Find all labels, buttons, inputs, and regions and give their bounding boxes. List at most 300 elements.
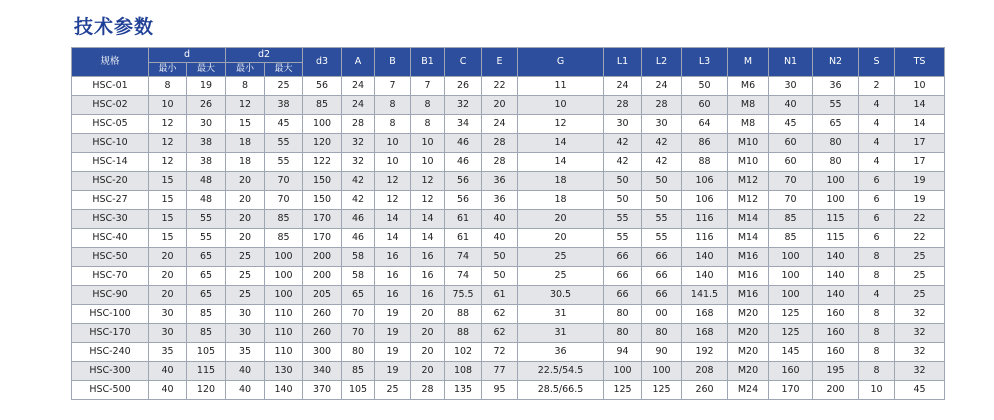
table-cell: 10 (518, 96, 604, 115)
table-cell: 17 (895, 153, 945, 172)
table-cell: 100 (303, 115, 342, 134)
table-cell: 32 (342, 153, 375, 172)
table-cell: 66 (604, 286, 642, 305)
table-cell: 2 (859, 77, 895, 96)
model-cell: HSC-14 (72, 153, 149, 172)
model-cell: HSC-240 (72, 343, 149, 362)
table-cell: 14 (895, 96, 945, 115)
table-cell: M14 (728, 229, 769, 248)
table-cell: 116 (682, 229, 728, 248)
table-cell: 38 (187, 153, 226, 172)
table-row (72, 210, 945, 229)
table-cell: 40 (482, 229, 518, 248)
header-d-min: 最小 (149, 63, 187, 77)
table-cell: 30 (149, 324, 187, 343)
table-cell: 95 (482, 381, 518, 400)
table-cell: 34 (445, 115, 482, 134)
table-cell: 32 (895, 305, 945, 324)
table-cell: 8 (859, 324, 895, 343)
table-cell: 50 (682, 77, 728, 96)
table-cell: 32 (895, 343, 945, 362)
table-cell: 120 (303, 134, 342, 153)
table-cell: 168 (682, 324, 728, 343)
table-cell: 10 (375, 153, 411, 172)
table-cell: 24 (342, 96, 375, 115)
spec-table-body (72, 77, 945, 400)
table-cell: 80 (813, 134, 859, 153)
header-d-max: 最大 (187, 63, 226, 77)
table-cell: 7 (411, 77, 445, 96)
spec-table (71, 47, 945, 400)
table-row (72, 362, 945, 381)
table-cell: 28 (604, 96, 642, 115)
table-cell: 36 (518, 343, 604, 362)
table-cell: 32 (895, 362, 945, 381)
table-cell: 70 (342, 305, 375, 324)
table-cell: 40 (149, 381, 187, 400)
header-model: 规格 (72, 48, 149, 77)
table-cell: 61 (445, 229, 482, 248)
header-l1: L1 (604, 48, 642, 77)
model-cell: HSC-500 (72, 381, 149, 400)
table-cell: 15 (149, 191, 187, 210)
table-cell: 14 (518, 134, 604, 153)
table-cell: 40 (482, 210, 518, 229)
table-cell: 19 (895, 172, 945, 191)
table-row (72, 248, 945, 267)
table-cell: 25 (226, 248, 265, 267)
table-cell: 100 (769, 286, 813, 305)
table-cell: 66 (642, 248, 682, 267)
table-cell: M20 (728, 305, 769, 324)
table-cell: 72 (482, 343, 518, 362)
table-cell: 100 (813, 172, 859, 191)
table-cell: 45 (769, 115, 813, 134)
table-cell: 30 (604, 115, 642, 134)
table-cell: 4 (859, 153, 895, 172)
table-cell: 42 (604, 153, 642, 172)
table-cell: 65 (187, 267, 226, 286)
table-cell: M8 (728, 115, 769, 134)
table-cell: 125 (769, 305, 813, 324)
table-cell: 25 (518, 267, 604, 286)
table-cell: 26 (187, 96, 226, 115)
table-cell: 20 (411, 343, 445, 362)
table-cell: 170 (303, 210, 342, 229)
table-cell: 45 (265, 115, 303, 134)
table-cell: 8 (859, 362, 895, 381)
table-cell: 105 (187, 343, 226, 362)
table-cell: 120 (187, 381, 226, 400)
table-cell: 8 (375, 96, 411, 115)
table-cell: 60 (769, 134, 813, 153)
table-cell: 46 (342, 229, 375, 248)
table-cell: 45 (895, 381, 945, 400)
table-cell: 100 (813, 191, 859, 210)
table-cell: 31 (518, 324, 604, 343)
table-cell: 160 (813, 343, 859, 362)
table-cell: 32 (445, 96, 482, 115)
table-cell: 55 (187, 229, 226, 248)
table-cell: 28.5/66.5 (518, 381, 604, 400)
table-cell: 205 (303, 286, 342, 305)
table-cell: M20 (728, 324, 769, 343)
table-cell: 22.5/54.5 (518, 362, 604, 381)
table-cell: 141.5 (682, 286, 728, 305)
table-cell: 36 (482, 191, 518, 210)
table-cell: 22 (895, 210, 945, 229)
table-cell: 24 (604, 77, 642, 96)
table-row (72, 267, 945, 286)
table-cell: 30.5 (518, 286, 604, 305)
table-cell: 195 (813, 362, 859, 381)
table-cell: 85 (342, 362, 375, 381)
table-cell: 25 (375, 381, 411, 400)
table-cell: 30 (642, 115, 682, 134)
table-cell: 20 (482, 96, 518, 115)
table-cell: 28 (342, 115, 375, 134)
table-cell: 62 (482, 305, 518, 324)
table-cell: 55 (265, 134, 303, 153)
table-cell: 80 (813, 153, 859, 172)
table-cell: 140 (682, 267, 728, 286)
table-cell: 88 (445, 324, 482, 343)
table-cell: 105 (342, 381, 375, 400)
table-cell: 260 (682, 381, 728, 400)
table-cell: 115 (813, 229, 859, 248)
table-cell: 25 (518, 248, 604, 267)
table-cell: 90 (642, 343, 682, 362)
table-cell: 115 (187, 362, 226, 381)
table-cell: 14 (895, 115, 945, 134)
table-cell: 88 (682, 153, 728, 172)
table-cell: 80 (604, 324, 642, 343)
table-cell: 74 (445, 267, 482, 286)
table-row (72, 343, 945, 362)
page-title: 技术参数 (74, 16, 155, 38)
table-cell: 19 (375, 305, 411, 324)
model-cell: HSC-50 (72, 248, 149, 267)
table-cell: 85 (303, 96, 342, 115)
table-row (72, 115, 945, 134)
model-cell: HSC-20 (72, 172, 149, 191)
table-cell: 20 (226, 229, 265, 248)
table-cell: 80 (604, 305, 642, 324)
header-e: E (482, 48, 518, 77)
header-d2-min: 最小 (226, 63, 265, 77)
header-g: G (518, 48, 604, 77)
table-cell: 260 (303, 324, 342, 343)
table-cell: 15 (226, 115, 265, 134)
header-d: d (149, 48, 226, 63)
table-cell: 20 (226, 172, 265, 191)
table-cell: 28 (411, 381, 445, 400)
table-cell: 38 (187, 134, 226, 153)
table-cell: 140 (682, 248, 728, 267)
table-cell: 70 (342, 324, 375, 343)
model-cell: HSC-01 (72, 77, 149, 96)
model-cell: HSC-300 (72, 362, 149, 381)
table-cell: 8 (411, 115, 445, 134)
table-cell: 16 (411, 248, 445, 267)
table-row (72, 305, 945, 324)
table-cell: 56 (445, 172, 482, 191)
table-cell: 18 (226, 153, 265, 172)
table-cell: 38 (265, 96, 303, 115)
model-cell: HSC-30 (72, 210, 149, 229)
table-cell: 108 (445, 362, 482, 381)
table-cell: 20 (411, 362, 445, 381)
table-cell: 168 (682, 305, 728, 324)
header-m: M (728, 48, 769, 77)
table-cell: 140 (813, 248, 859, 267)
table-cell: 46 (342, 210, 375, 229)
table-cell: 65 (187, 248, 226, 267)
table-cell: 42 (642, 134, 682, 153)
table-cell: 12 (518, 115, 604, 134)
table-cell: 50 (604, 172, 642, 191)
table-cell: 200 (303, 267, 342, 286)
table-cell: 100 (265, 248, 303, 267)
table-cell: 10 (895, 77, 945, 96)
header-c: C (445, 48, 482, 77)
table-row (72, 324, 945, 343)
header-b1: B1 (411, 48, 445, 77)
table-cell: 20 (149, 248, 187, 267)
table-cell: 8 (411, 96, 445, 115)
table-cell: 20 (149, 286, 187, 305)
table-cell: 140 (265, 381, 303, 400)
table-cell: 6 (859, 172, 895, 191)
table-cell: 192 (682, 343, 728, 362)
table-cell: 14 (411, 210, 445, 229)
table-cell: 12 (226, 96, 265, 115)
table-row (72, 286, 945, 305)
table-cell: M10 (728, 153, 769, 172)
header-l2: L2 (642, 48, 682, 77)
table-cell: 75.5 (445, 286, 482, 305)
table-cell: 40 (149, 362, 187, 381)
table-cell: 55 (187, 210, 226, 229)
table-cell: 16 (411, 286, 445, 305)
table-cell: 170 (303, 229, 342, 248)
table-cell: 11 (518, 77, 604, 96)
table-cell: 50 (482, 248, 518, 267)
table-cell: 61 (445, 210, 482, 229)
table-cell: 42 (604, 134, 642, 153)
table-cell: M16 (728, 267, 769, 286)
model-cell: HSC-10 (72, 134, 149, 153)
table-cell: 8 (859, 248, 895, 267)
table-cell: 125 (769, 324, 813, 343)
table-cell: 74 (445, 248, 482, 267)
table-cell: 12 (149, 115, 187, 134)
table-cell: 55 (813, 96, 859, 115)
table-cell: 31 (518, 305, 604, 324)
table-cell: M20 (728, 343, 769, 362)
header-d3: d3 (303, 48, 342, 77)
header-d2-max: 最大 (265, 63, 303, 77)
table-cell: 40 (769, 96, 813, 115)
table-row (72, 134, 945, 153)
header-d2: d2 (226, 48, 303, 63)
table-cell: 55 (642, 229, 682, 248)
table-cell: 12 (411, 172, 445, 191)
table-cell: 66 (642, 267, 682, 286)
table-cell: 125 (642, 381, 682, 400)
table-cell: 20 (226, 210, 265, 229)
table-cell: 4 (859, 134, 895, 153)
table-cell: 00 (642, 305, 682, 324)
table-cell: 65 (187, 286, 226, 305)
table-cell: 58 (342, 267, 375, 286)
table-cell: 116 (682, 210, 728, 229)
table-cell: 35 (149, 343, 187, 362)
table-cell: 61 (482, 286, 518, 305)
table-cell: 12 (411, 191, 445, 210)
table-cell: 100 (265, 286, 303, 305)
table-cell: 140 (813, 286, 859, 305)
table-cell: 64 (682, 115, 728, 134)
table-cell: 50 (642, 172, 682, 191)
table-cell: 30 (226, 324, 265, 343)
table-cell: 70 (265, 191, 303, 210)
table-row (72, 191, 945, 210)
table-cell: 32 (895, 324, 945, 343)
model-cell: HSC-90 (72, 286, 149, 305)
table-cell: 60 (682, 96, 728, 115)
table-cell: 24 (482, 115, 518, 134)
table-cell: M12 (728, 191, 769, 210)
table-cell: 100 (769, 267, 813, 286)
table-cell: 80 (342, 343, 375, 362)
header-n2: N2 (813, 48, 859, 77)
table-cell: 12 (375, 191, 411, 210)
table-cell: 10 (411, 134, 445, 153)
table-cell: 14 (411, 229, 445, 248)
table-cell: 50 (604, 191, 642, 210)
table-cell: 19 (375, 324, 411, 343)
table-cell: 65 (342, 286, 375, 305)
table-cell: 15 (149, 229, 187, 248)
table-cell: 65 (813, 115, 859, 134)
table-cell: 160 (769, 362, 813, 381)
table-cell: 8 (859, 343, 895, 362)
table-cell: 42 (642, 153, 682, 172)
table-cell: 100 (769, 248, 813, 267)
table-cell: 66 (604, 248, 642, 267)
table-cell: M6 (728, 77, 769, 96)
table-cell: 77 (482, 362, 518, 381)
table-cell: 30 (226, 305, 265, 324)
model-cell: HSC-05 (72, 115, 149, 134)
table-cell: 28 (642, 96, 682, 115)
table-cell: 25 (226, 267, 265, 286)
table-cell: 6 (859, 210, 895, 229)
model-cell: HSC-02 (72, 96, 149, 115)
table-cell: 25 (895, 267, 945, 286)
table-cell: 24 (642, 77, 682, 96)
table-cell: 100 (265, 267, 303, 286)
table-cell: 7 (375, 77, 411, 96)
table-cell: 102 (445, 343, 482, 362)
table-cell: 60 (769, 153, 813, 172)
table-cell: M24 (728, 381, 769, 400)
table-cell: 86 (682, 134, 728, 153)
table-cell: 20 (518, 210, 604, 229)
table-cell: 46 (445, 153, 482, 172)
table-cell: M14 (728, 210, 769, 229)
table-cell: 18 (518, 172, 604, 191)
table-cell: 94 (604, 343, 642, 362)
table-cell: 115 (813, 210, 859, 229)
table-cell: 19 (375, 343, 411, 362)
table-cell: 8 (859, 305, 895, 324)
header-ts: TS (895, 48, 945, 77)
model-cell: HSC-40 (72, 229, 149, 248)
table-cell: 160 (813, 305, 859, 324)
table-cell: M16 (728, 286, 769, 305)
table-cell: 208 (682, 362, 728, 381)
header-l3: L3 (682, 48, 728, 77)
table-cell: 10 (375, 134, 411, 153)
table-cell: 70 (769, 172, 813, 191)
model-cell: HSC-70 (72, 267, 149, 286)
table-cell: M8 (728, 96, 769, 115)
table-cell: 19 (375, 362, 411, 381)
table-cell: 10 (411, 153, 445, 172)
table-cell: 62 (482, 324, 518, 343)
table-row (72, 172, 945, 191)
table-cell: 85 (769, 210, 813, 229)
table-cell: 56 (303, 77, 342, 96)
header-a: A (342, 48, 375, 77)
table-cell: 8 (375, 115, 411, 134)
table-cell: 100 (604, 362, 642, 381)
table-cell: 66 (604, 267, 642, 286)
table-cell: 8 (226, 77, 265, 96)
table-cell: 28 (482, 153, 518, 172)
table-cell: 4 (859, 115, 895, 134)
table-cell: M20 (728, 362, 769, 381)
table-cell: 22 (895, 229, 945, 248)
table-cell: 4 (859, 96, 895, 115)
table-cell: 25 (895, 286, 945, 305)
table-cell: 17 (895, 134, 945, 153)
table-cell: 20 (411, 324, 445, 343)
table-cell: 145 (769, 343, 813, 362)
table-cell: 26 (445, 77, 482, 96)
table-cell: 66 (642, 286, 682, 305)
table-cell: 106 (682, 172, 728, 191)
table-cell: 85 (769, 229, 813, 248)
table-cell: 106 (682, 191, 728, 210)
table-cell: 140 (813, 267, 859, 286)
table-cell: 16 (375, 248, 411, 267)
model-cell: HSC-170 (72, 324, 149, 343)
table-cell: 19 (187, 77, 226, 96)
table-cell: 55 (604, 229, 642, 248)
table-cell: 25 (895, 248, 945, 267)
table-cell: 130 (265, 362, 303, 381)
table-cell: 80 (642, 324, 682, 343)
table-cell: M16 (728, 248, 769, 267)
table-cell: 85 (187, 324, 226, 343)
table-cell: 15 (149, 172, 187, 191)
table-cell: 8 (859, 267, 895, 286)
table-cell: 160 (813, 324, 859, 343)
table-row (72, 153, 945, 172)
